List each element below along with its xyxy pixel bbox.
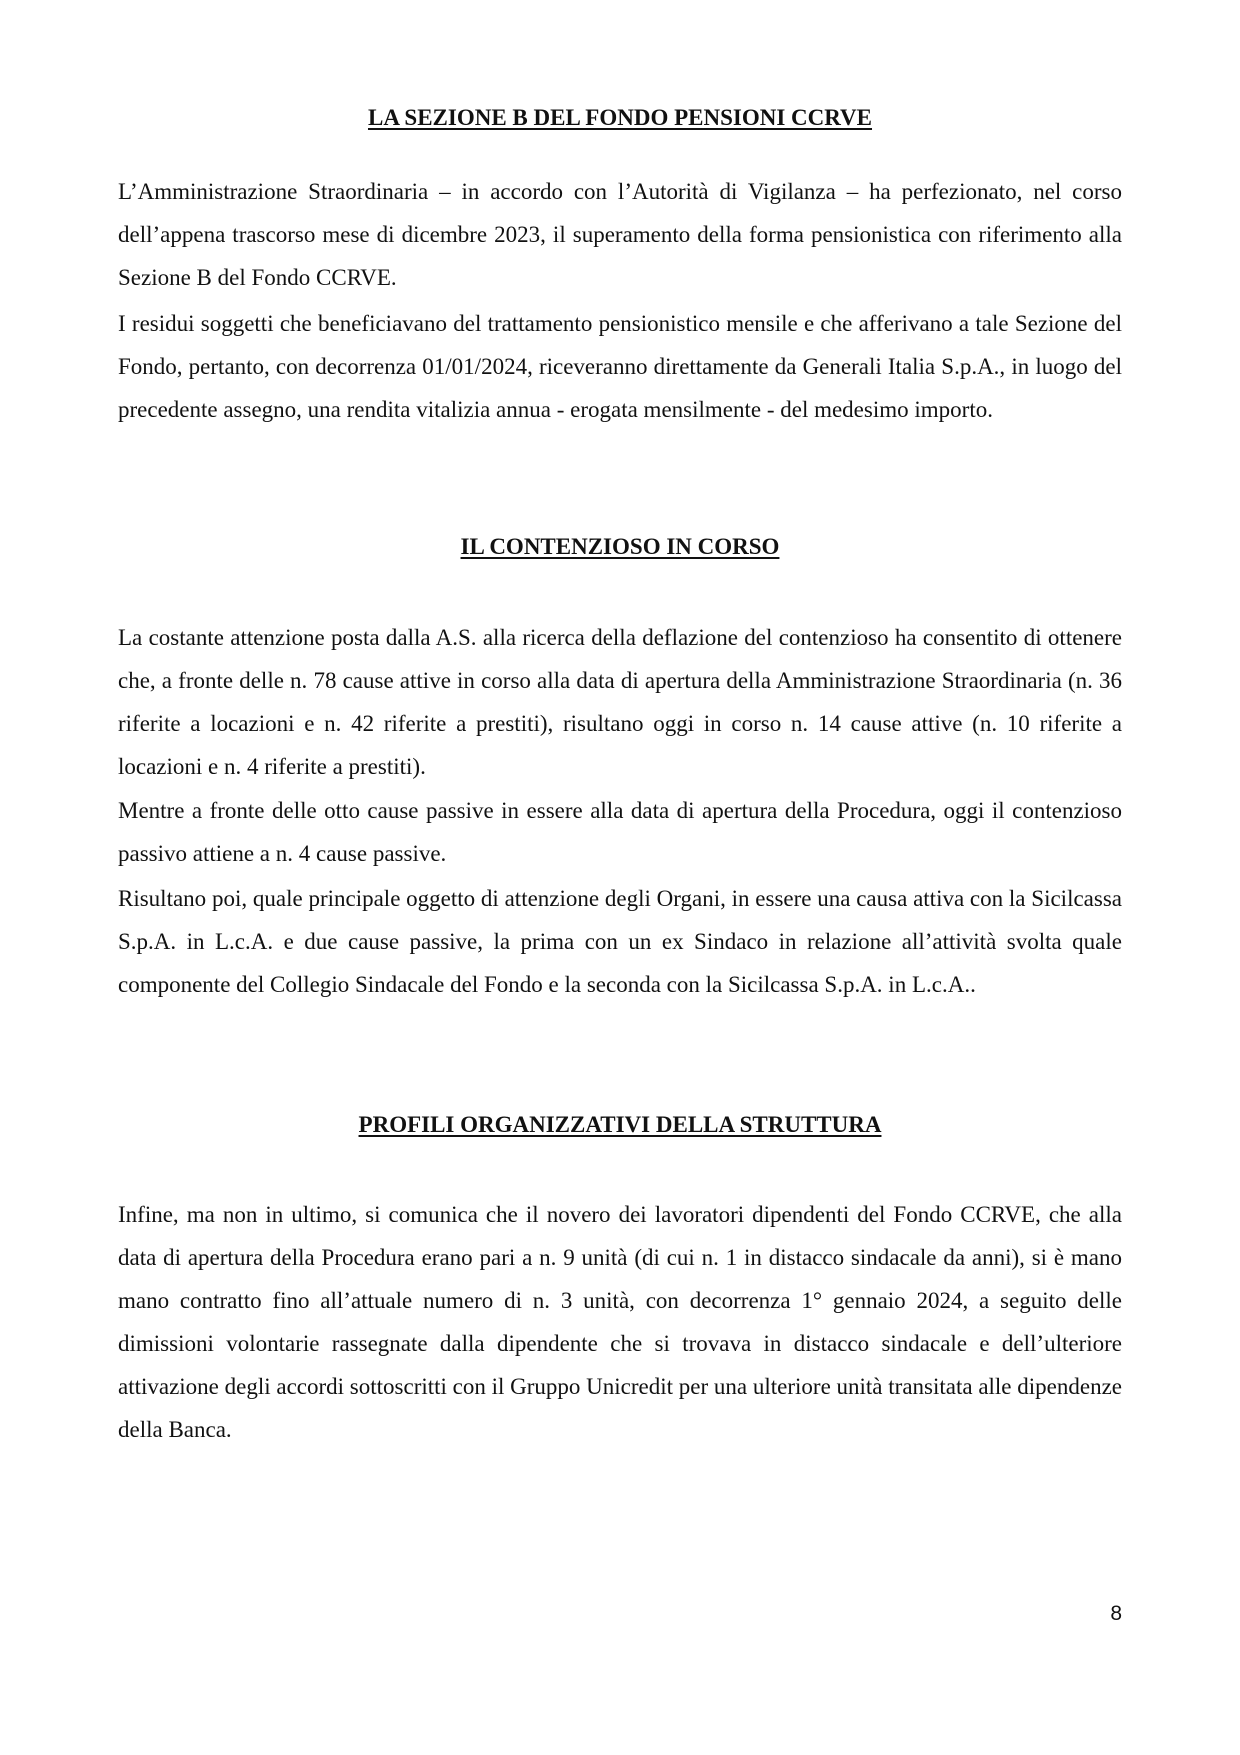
- paragraph-sezione-b-1: L’Amministrazione Straordinaria – in accordo con l’Autorità di Vigilanza – ha perfezionato, nel corso dell’appena trascorso mese di dicembre 2023, il superamento della forma pensionistica con riferimento alla Sezione B del Fondo CCRVE.: [118, 179, 1122, 290]
- paragraph-contenzioso-1: La costante attenzione posta dalla A.S. alla ricerca della deflazione del contenzioso ha consentito di ottenere che, a fronte delle n. 78 cause attive in corso alla data di apertura della Amministrazione Straordinaria (n. 36 riferite a locazioni e n. 42 riferite a prestiti), risultano oggi in corso n. 14 cause attive (n. 10 riferite a locazioni e n. 4 riferite a prestiti).: [118, 625, 1122, 779]
- section-heading-contenzioso: IL CONTENZIOSO IN CORSO: [460, 534, 780, 559]
- section-heading-sezione-b: LA SEZIONE B DEL FONDO PENSIONI CCRVE: [367, 105, 873, 130]
- section-heading-profili: PROFILI ORGANIZZATIVI DELLA STRUTTURA: [358, 1112, 882, 1137]
- paragraph-contenzioso-3: Risultano poi, quale principale oggetto di attenzione degli Organi, in essere una causa attiva con la Sicilcassa S.p.A. in L.c.A. e due cause passive, la prima con un ex Sindaco in relazione all’attività svolta quale componente del Collegio Sindacale del Fondo e la seconda con la Sicilcassa S.p.A. in L.c.A..: [118, 886, 1122, 997]
- paragraph-contenzioso-2: Mentre a fronte delle otto cause passive in essere alla data di apertura della Procedura, oggi il contenzioso passivo attiene a n. 4 cause passive.: [118, 798, 1122, 866]
- page-number: 8: [1110, 1602, 1122, 1625]
- paragraph-profili-1: Infine, ma non in ultimo, si comunica che il novero dei lavoratori dipendenti del Fondo CCRVE, che alla data di apertura della Procedura erano pari a n. 9 unità (di cui n. 1 in distacco sindacale da anni), si è mano mano contratto fino all’attuale numero di n. 3 unità, con decorrenza 1° gennaio 2024, a seguito delle dimissioni volontarie rassegnate dalla dipendente che si trovava in distacco sindacale e dell’ulteriore attivazione degli accordi sottoscritti con il Gruppo Unicredit per una ulteriore unità transitata alle dipendenze della Banca.: [118, 1202, 1122, 1442]
- paragraph-sezione-b-2: I residui soggetti che beneficiavano del trattamento pensionistico mensile e che afferivano a tale Sezione del Fondo, pertanto, con decorrenza 01/01/2024, riceveranno direttamente da Generali Italia S.p.A., in luogo del precedente assegno, una rendita vitalizia annua - erogata mensilmente - del medesimo importo.: [118, 311, 1122, 422]
